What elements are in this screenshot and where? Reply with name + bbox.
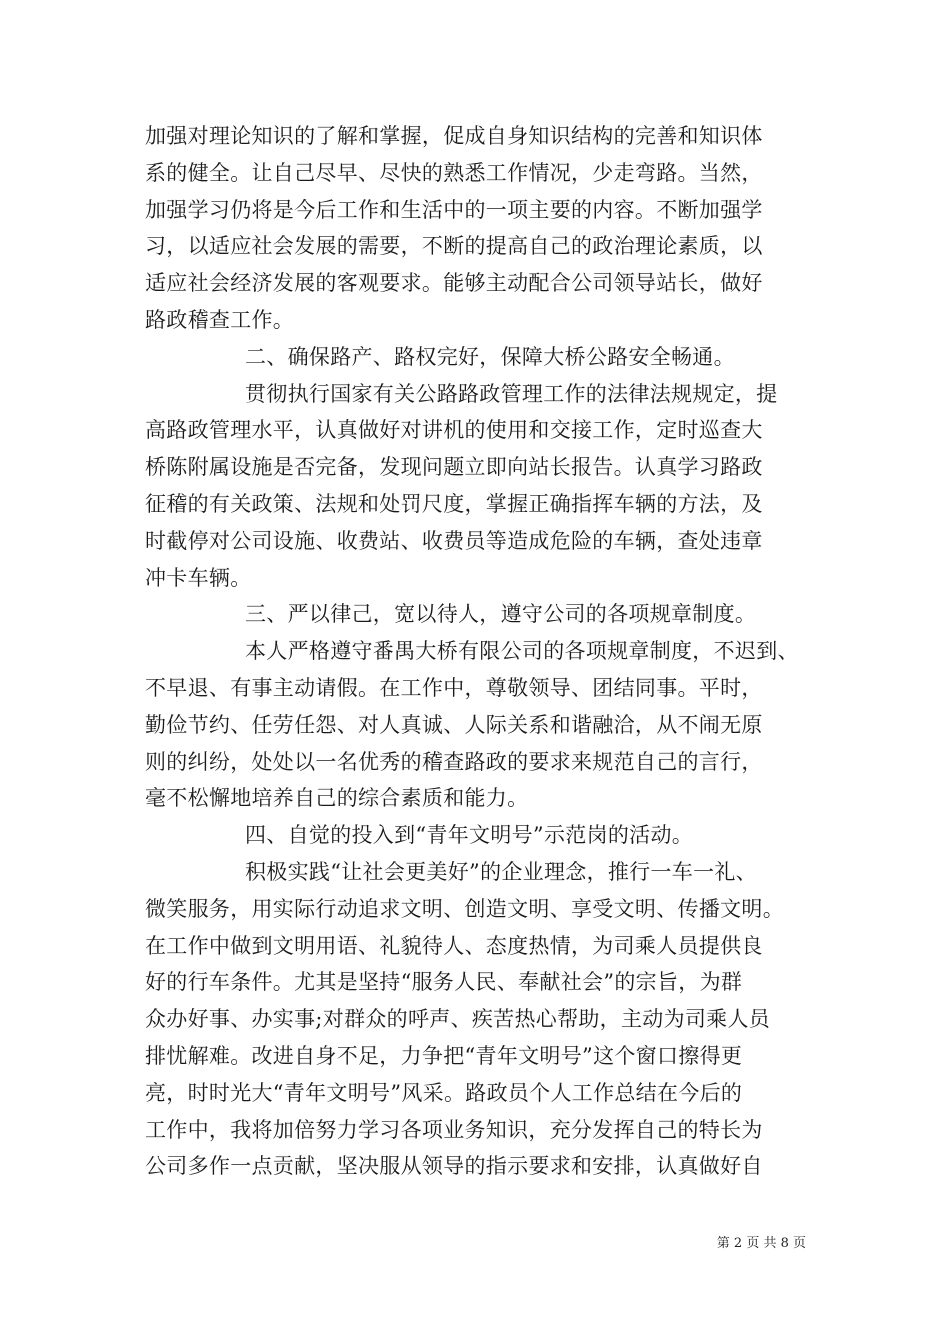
text-line: 加强学习仍将是今后工作和生活中的一项主要的内容。不断加强学 xyxy=(145,197,763,222)
text-line: 时截停对公司设施、收费站、收费员等造成危险的车辆，查处违章 xyxy=(145,528,763,553)
page-number-footer: 第 2 页 共 8 页 xyxy=(716,1236,806,1251)
body-text xyxy=(145,118,820,1185)
text-line: 勤俭节约、任劳任怨、对人真诚、人际关系和谐融洽，从不闹无原 xyxy=(145,712,763,737)
text-line: 则的纠纷，处处以一名优秀的稽查路政的要求来规范自己的言行， xyxy=(145,749,763,774)
text-line: 工作中，我将加倍努力学习各项业务知识，充分发挥自己的特长为 xyxy=(145,1117,763,1142)
section-heading: 三、严以律己，宽以待人，遵守公司的各项规章制度。 xyxy=(245,602,757,627)
text-line: 高路政管理水平，认真做好对讲机的使用和交接工作，定时巡查大 xyxy=(145,418,763,443)
text-line: 冲卡车辆。 xyxy=(145,565,252,590)
section-heading: 二、确保路产、路权完好，保障大桥公路安全畅通。 xyxy=(245,344,735,369)
text-line: 习，以适应社会发展的需要，不断的提高自己的政治理论素质，以 xyxy=(145,234,763,259)
text-line: 征稽的有关政策、法规和处罚尺度，掌握正确指挥车辆的方法，及 xyxy=(145,491,763,516)
text-line: 排忧解难。改进自身不足，力争把“青年文明号”这个窗口擦得更 xyxy=(145,1043,743,1068)
text-line: 在工作中做到文明用语、礼貌待人、态度热情，为司乘人员提供良 xyxy=(145,933,763,958)
text-line: 众办好事、办实事;对群众的呼声、疾苦热心帮助，主动为司乘人员 xyxy=(145,1007,771,1032)
text-line: 路政稽查工作。 xyxy=(145,307,295,332)
section-heading: 四、自觉的投入到“青年文明号”示范岗的活动。 xyxy=(245,823,694,848)
text-line: 公司多作一点贡献，坚决服从领导的指示要求和安排，认真做好自 xyxy=(145,1154,763,1179)
paragraph-first-line: 本人严格遵守番禺大桥有限公司的各项规章制度，不迟到、 xyxy=(245,639,799,664)
text-line: 适应社会经济发展的客观要求。能够主动配合公司领导站长，做好 xyxy=(145,271,763,296)
text-line: 加强对理论知识的了解和掌握，促成自身知识结构的完善和知识体 xyxy=(145,124,763,148)
text-line: 微笑服务，用实际行动追求文明、创造文明、享受文明、传播文明。 xyxy=(145,896,784,921)
text-line: 好的行车条件。尤其是坚持“服务人民、奉献社会”的宗旨，为群 xyxy=(145,970,743,995)
text-line: 亮，时时光大“青年文明号”风采。路政员个人工作总结在今后的 xyxy=(145,1080,743,1105)
text-line: 毫不松懈地培养自己的综合素质和能力。 xyxy=(145,786,529,811)
text-line: 桥陈附属设施是否完备，发现问题立即向站长报告。认真学习路政 xyxy=(145,455,763,480)
text-line: 不早退、有事主动请假。在工作中，尊敬领导、团结同事。平时， xyxy=(145,675,763,700)
text-line: 系的健全。让自己尽早、尽快的熟悉工作情况，少走弯路。当然， xyxy=(145,160,763,185)
paragraph-first-line: 积极实践“让社会更美好”的企业理念，推行一车一礼、 xyxy=(245,859,757,884)
paragraph-first-line: 贯彻执行国家有关公路路政管理工作的法律法规规定，提 xyxy=(245,381,778,406)
